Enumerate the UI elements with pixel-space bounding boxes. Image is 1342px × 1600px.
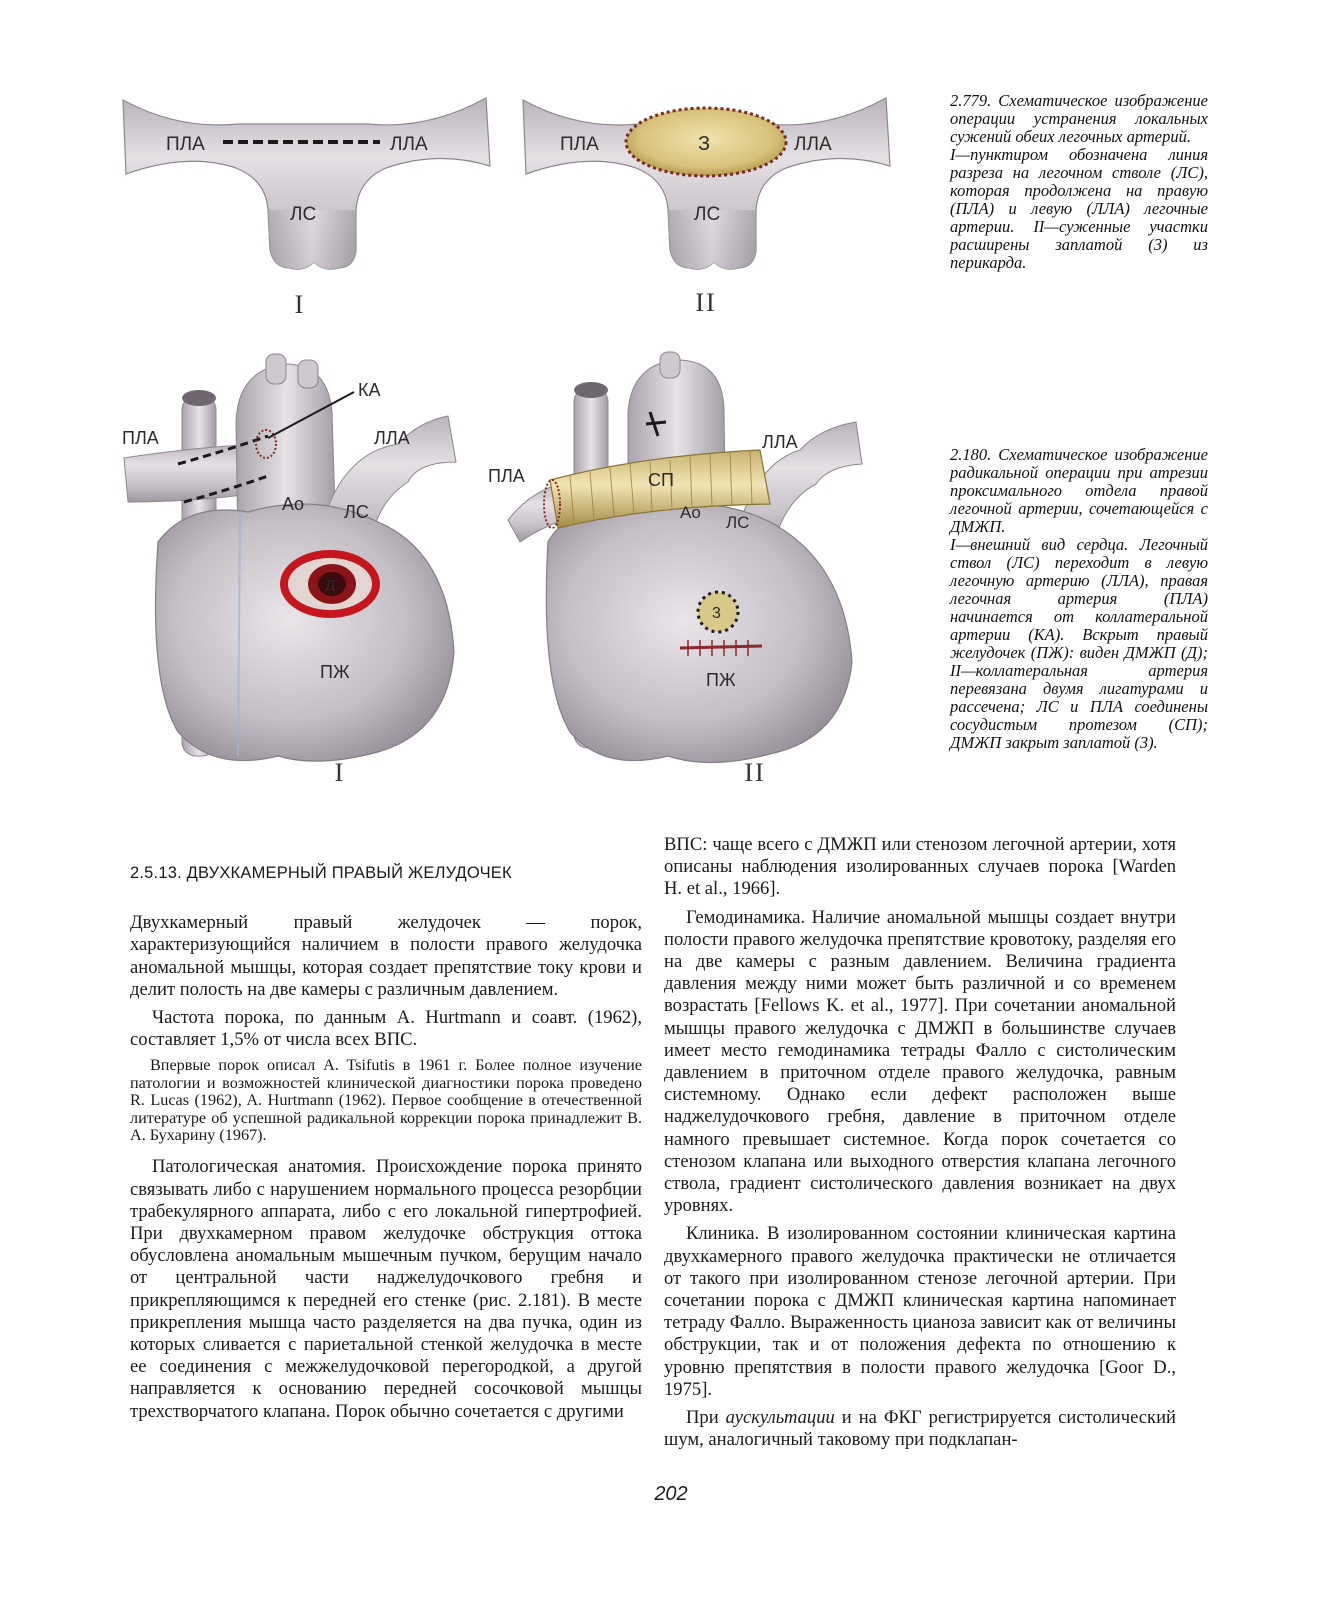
left-column (130, 862, 642, 1429)
right-column (664, 834, 1176, 1457)
figure-2180-panel-2 (488, 352, 900, 792)
figure-2779-panel-2-number: II (695, 288, 717, 317)
section-heading: 2.5.13. ДВУХКАМЕРНЫЙ ПРАВЫЙ ЖЕЛУДОЧЕК (130, 864, 512, 882)
label-ka: КА (358, 380, 381, 400)
label-pla: ПЛА (488, 466, 525, 486)
figure-2180-panel-1-number: I (334, 758, 346, 787)
label-ls: ЛС (694, 204, 721, 225)
paragraph: Частота порока, по данным A. Hurtmann и соавт. (1962), составляет 1,5% от числа всех ВПС. (130, 1007, 642, 1051)
label-patch: 3 (712, 605, 721, 622)
label-ls: ЛС (344, 502, 369, 522)
paragraph: ВПС: чаще всего с ДМЖП или стенозом легочной артерии, хотя описаны наблюдения изолированных случаев порока [Warden H. et al., 1966]. (664, 834, 1176, 900)
figure-2779-panel-1 (118, 90, 490, 320)
page-number: 202 (654, 1483, 688, 1505)
figure-2779-panel-1-number: I (294, 290, 306, 319)
heart-body (156, 504, 455, 761)
label-lla: ЛЛА (762, 432, 798, 452)
figure-2779-caption (950, 92, 1208, 272)
label-ao: Ао (282, 494, 305, 514)
small-print-paragraph: Впервые порок описал A. Tsifutis в 1961 г. Более полное изучение патологии и возможностей клинической диагностики порока проведено R. Lucas (1962), A. Hurtmann (1962). Первое сообщение в отечественной литературе об успешной радикальной коррекции порока принадлежит В. А. Бухарину (1967). (130, 1056, 642, 1145)
paragraph (664, 1407, 1176, 1451)
label-sp: СП (648, 470, 674, 490)
paragraph: Патологическая анатомия. Происхождение порока принято связывать либо с нарушением нормального процесса резорбции трабекулярного аппарата, либо с его локальной гипертрофией. При двухкамерном правом желудочке обструкция оттока обусловлена аномальным мышечным пучком, берущим начало от центральной части наджелудочкового гребня и прикрепляющимся к передней его стенке (рис. 2.181). В месте прикрепления мышца часто разделяется на два пучка, один из которых сливается с париетальной стенкой желудочка в месте ее соединения с межжелудочковой перегородкой, а другой направляется к основанию передней сосочковой мышцы трехстворчатого клапана. Порок обычно сочетается с другими (130, 1156, 642, 1422)
label-ls: ЛС (290, 204, 317, 225)
label-lla: ЛЛА (794, 134, 832, 155)
paragraph: Клиника. В изолированном состоянии клиническая картина двухкамерного правого желудочка практически не отличается от такого при изолированном стенозе легочной артерии. При сочетании порока с ДМЖП клиническая картина напоминает тетраду Фалло. Выраженность цианоза зависит как от величины обструкции, так и от положения дефекта по отношению к уровню препятствия в полости правого желудочка [Goor D., 1975]. (664, 1223, 1176, 1400)
label-lla: ЛЛА (374, 428, 410, 448)
label-pla: ПЛА (166, 134, 205, 155)
text-run: и на ФКГ регистрируется систолический шум, аналогичный таковому при подклапан- (664, 1407, 1176, 1451)
paragraph: Двухкамерный правый желудочек — порок, характеризующийся наличием в полости правого желудочка аномальной мышцы, которая создает препятствие току крови и делит полость на две камеры с различным давлением. (130, 912, 642, 1000)
caption-body: I—внешний вид сердца. Легочный ствол (ЛС) переходит в левую легочную артерию (ЛЛА), правая легочная артерия (ПЛА) начинается от коллатеральной артерии (КА). Вскрыт правый желудочек (ПЖ): виден ДМЖП (Д); II—коллатеральная артерия перевязана двумя лигатурами и рассечена; ЛС и ПЛА соединены сосудистым протезом (СП); ДМЖП закрыт заплатой (3). (950, 535, 1208, 752)
label-ls: ЛС (726, 513, 750, 532)
label-pzh: ПЖ (706, 670, 736, 690)
label-pla: ПЛА (122, 428, 159, 448)
figure-2180-panel-1 (118, 352, 470, 792)
caption-title: 2.180. Схематическое изображение радикальной операции при атрезии проксимального отдела правой легочной артерии, сочетающейся с ДМЖП. (950, 445, 1208, 536)
label-lla: ЛЛА (390, 134, 428, 155)
figure-2180-panel-2-number: II (744, 758, 766, 787)
caption-body: I—пунктиром обозначена линия разреза на легочном стволе (ЛС), которая продолжена на правую (ПЛА) и левую (ЛЛА) легочные артерии. II—суженные участки расширены заплатой (3) из перикарда. (950, 145, 1208, 272)
figure-2779-panel-2 (518, 90, 890, 320)
label-pla: ПЛА (560, 134, 599, 155)
caption-title: 2.779. Схематическое изображение операции устранения локальных сужений обеих легочных артерий. (950, 91, 1208, 146)
figure-2180-caption (950, 446, 1208, 752)
text-run: При (686, 1407, 726, 1429)
paragraph: Гемодинамика. Наличие аномальной мышцы создает внутри полости правого желудочка препятствие кровотоку, разделяя его на две камеры с разным давлением. Величина градиента давления между ними может быть различной и со временем возрастать [Fellows K. et al., 1977]. При сочетании аномальной мышцы правого желудочка с ДМЖП в большинстве случаев имеет место гемодинамика тетрады Фалло с систолическим давлением в приточном отделе правого желудочка, равным системному. Однако если дефект расположен выше наджелудочкового гребня, давление в приточном отделе намного превышает системное. Когда порок сочетается со стенозом клапана или выходного отверстия клапана легочного ствола, градиент систолического давления возникает на двух уровнях. (664, 906, 1176, 1217)
label-d: Д (325, 577, 336, 594)
label-patch: З (698, 133, 711, 155)
emphasis-term: аускультации (725, 1407, 835, 1429)
label-ao: Ао (680, 503, 701, 522)
label-pzh: ПЖ (320, 662, 350, 682)
